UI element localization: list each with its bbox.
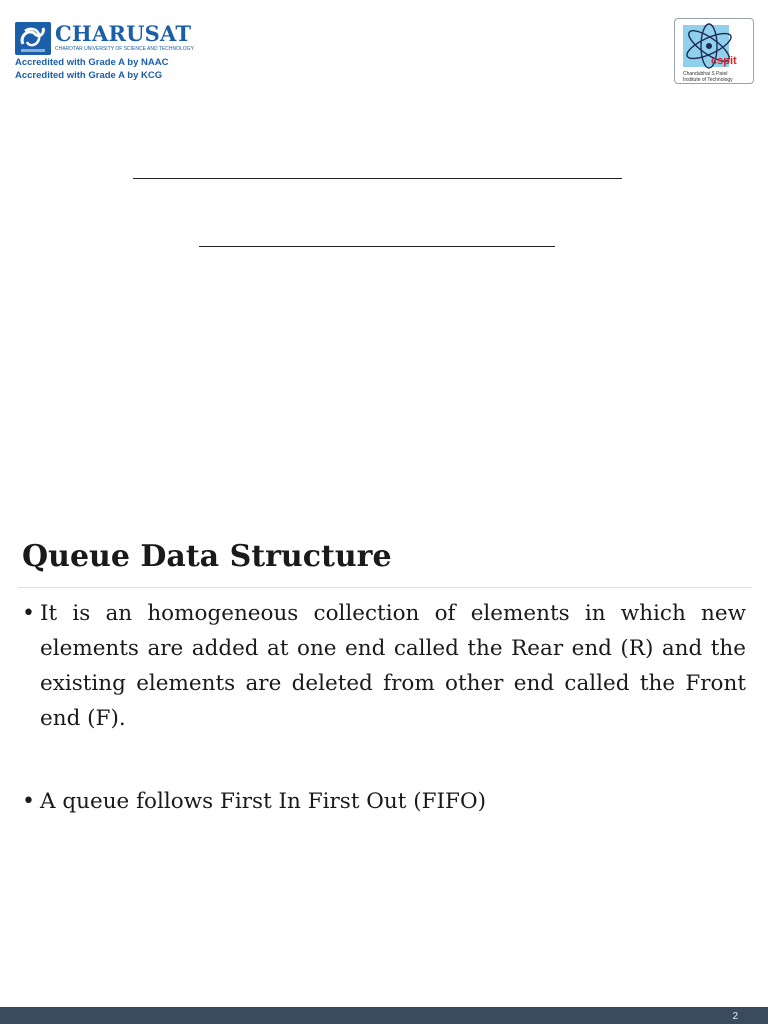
blank-subtitle-line — [199, 246, 555, 247]
accreditation-naac: Accredited with Grade A by NAAC — [15, 57, 169, 68]
title-divider — [18, 587, 752, 588]
university-full-name: CHAROTAR UNIVERSITY OF SCIENCE AND TECHNOLOGY — [55, 46, 194, 52]
accreditation-kcg: Accredited with Grade A by KCG — [15, 70, 163, 81]
cspit-logo-text: cspit — [711, 55, 737, 67]
bullet-text: It is an homogeneous collection of elements in which new elements are added at one end called the Rear end (R) and the existing elements are deleted from other end called the Front end (F). — [40, 601, 746, 731]
charusat-logo — [15, 22, 205, 62]
university-name: CHARUSAT — [55, 21, 192, 46]
bullet-item — [22, 596, 746, 736]
bullet-icon: • — [22, 789, 35, 814]
bullet-text: A queue follows First In First Out (FIFO) — [40, 789, 486, 814]
slide-title: Queue Data Structure — [22, 539, 392, 574]
page-number: 2 — [732, 1011, 738, 1022]
footer-bar — [0, 1007, 768, 1024]
institute-name-line-1: Chandubhai S Patel — [683, 71, 728, 77]
charusat-emblem-icon — [15, 22, 51, 55]
institute-name-line-2: Institute of Technology — [683, 77, 733, 83]
cspit-logo — [674, 18, 754, 84]
blank-title-line — [133, 178, 622, 179]
bullet-item — [22, 784, 746, 819]
bullet-icon: • — [22, 601, 35, 626]
